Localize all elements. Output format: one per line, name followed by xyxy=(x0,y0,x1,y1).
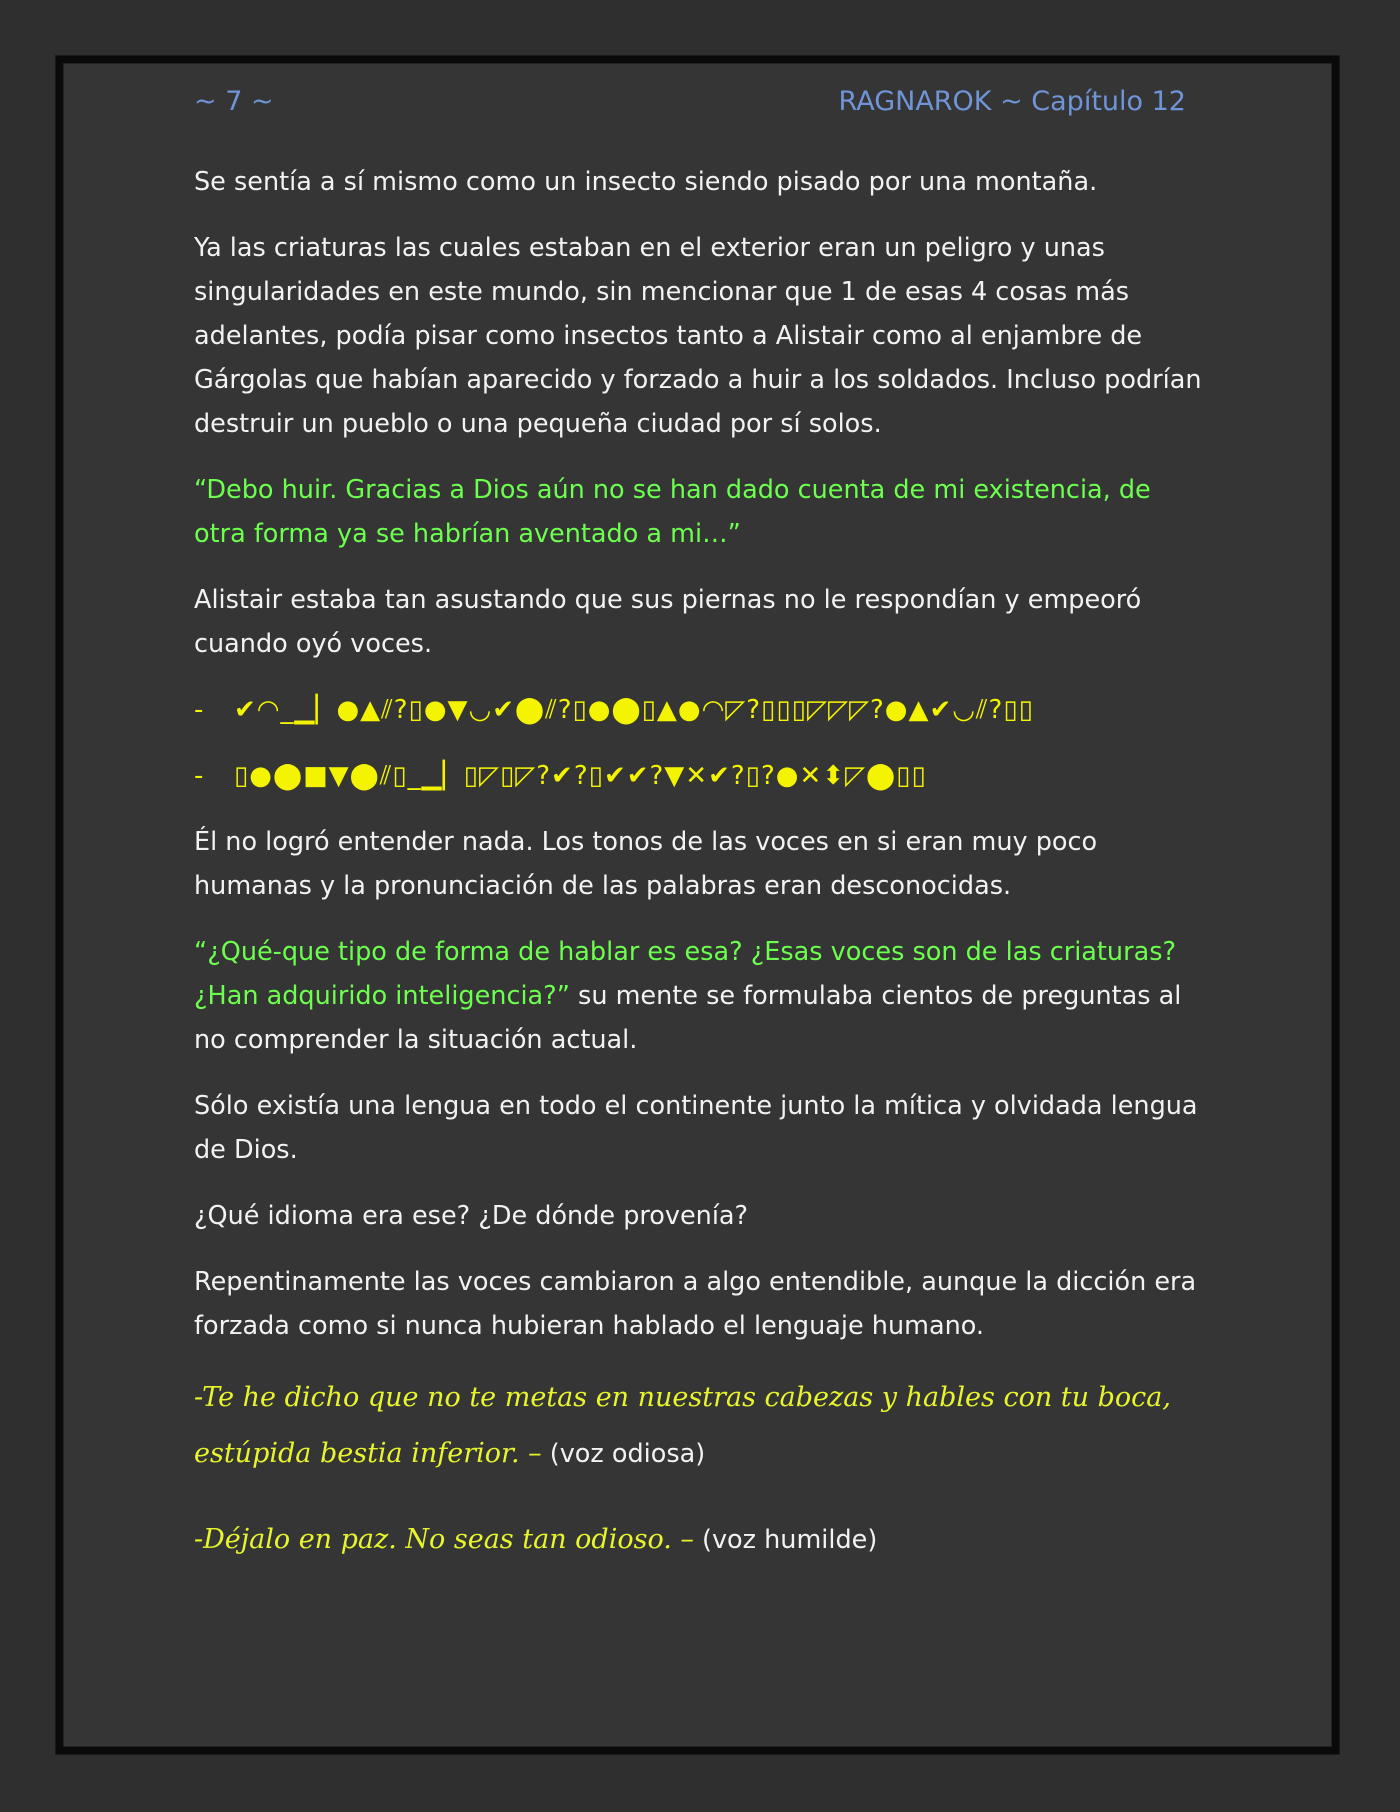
paragraph: Él no logró entender nada. Los tonos de las voces en si eran muy poco humanas y la pronunciación de las palabras eran desconocidas. xyxy=(194,827,1098,901)
narration-text: su mente se formulaba cientos de preguntas al no comprender la situación actual. xyxy=(194,981,1182,1055)
page-number: ~ 7 ~ xyxy=(194,86,274,117)
unknown-glyphs: ▯●⬤■▼⬤⫽▯_▁▏▯◸▯◸?✔?▯✔✔?▼✕✔?▯?●✕⬍◸⬤▯▯ xyxy=(234,761,927,791)
page-header xyxy=(194,82,1186,122)
creature-speech: -Te he dicho que no te metas en nuestras cabezas y hables con tu boca, estúpida bestia inferior. – xyxy=(194,1382,1171,1469)
paragraph: ¿Qué idioma era ese? ¿De dónde provenía? xyxy=(194,1201,749,1231)
paragraph: Alistair estaba tan asustando que sus piernas no le respondían y empeoró cuando oyó voces. xyxy=(194,585,1142,659)
paragraph: Repentinamente las voces cambiaron a algo entendible, aunque la dicción era forzada como si nunca hubieran hablado el lenguaje humano. xyxy=(194,1267,1197,1341)
thought-text: “¿Qué-que tipo de forma de hablar es esa? ¿Esas voces son de las criaturas? ¿Han adquirido inteligencia?” xyxy=(194,937,1177,1011)
mixed-paragraph xyxy=(194,930,1210,1062)
dialogue-line xyxy=(194,1370,1210,1482)
dialogue-dash: - xyxy=(194,695,205,725)
unknown-language-line xyxy=(194,754,1210,798)
page-body xyxy=(194,160,1210,1598)
thought-paragraph: “Debo huir. Gracias a Dios aún no se han dado cuenta de mi existencia, de otra forma ya se habrían aventado a mi…” xyxy=(194,475,1151,549)
speaker-tag: (voz odiosa) xyxy=(541,1439,706,1469)
dialogue-dash: - xyxy=(194,761,205,791)
speaker-tag: (voz humilde) xyxy=(693,1525,878,1555)
paragraph: Se sentía a sí mismo como un insecto siendo pisado por una montaña. xyxy=(194,167,1098,197)
unknown-glyphs: ✔◠_▁▏●▲⫽?▯●▼◡✔⬤⫽?▯●⬤▯▲●◠◸?▯▯▯◸◸◸?●▲✔◡⫽?▯▯ xyxy=(234,695,1034,725)
chapter-title: RAGNAROK ~ Capítulo 12 xyxy=(838,86,1186,117)
paragraph: Ya las criaturas las cuales estaban en el exterior eran un peligro y unas singularidades en este mundo, sin mencionar que 1 de esas 4 cosas más adelantes, podía pisar como insectos tanto a Alistair como al enjambre de Gárgolas que habían aparecido y forzado a huir a los soldados. Incluso podrían destruir un pueblo o una pequeña ciudad por sí solos. xyxy=(194,233,1202,439)
creature-speech: -Déjalo en paz. No seas tan odioso. – xyxy=(194,1524,694,1555)
unknown-language-line xyxy=(194,688,1210,732)
dialogue-line xyxy=(194,1512,1210,1568)
paragraph: Sólo existía una lengua en todo el continente junto la mítica y olvidada lengua de Dios. xyxy=(194,1091,1198,1165)
